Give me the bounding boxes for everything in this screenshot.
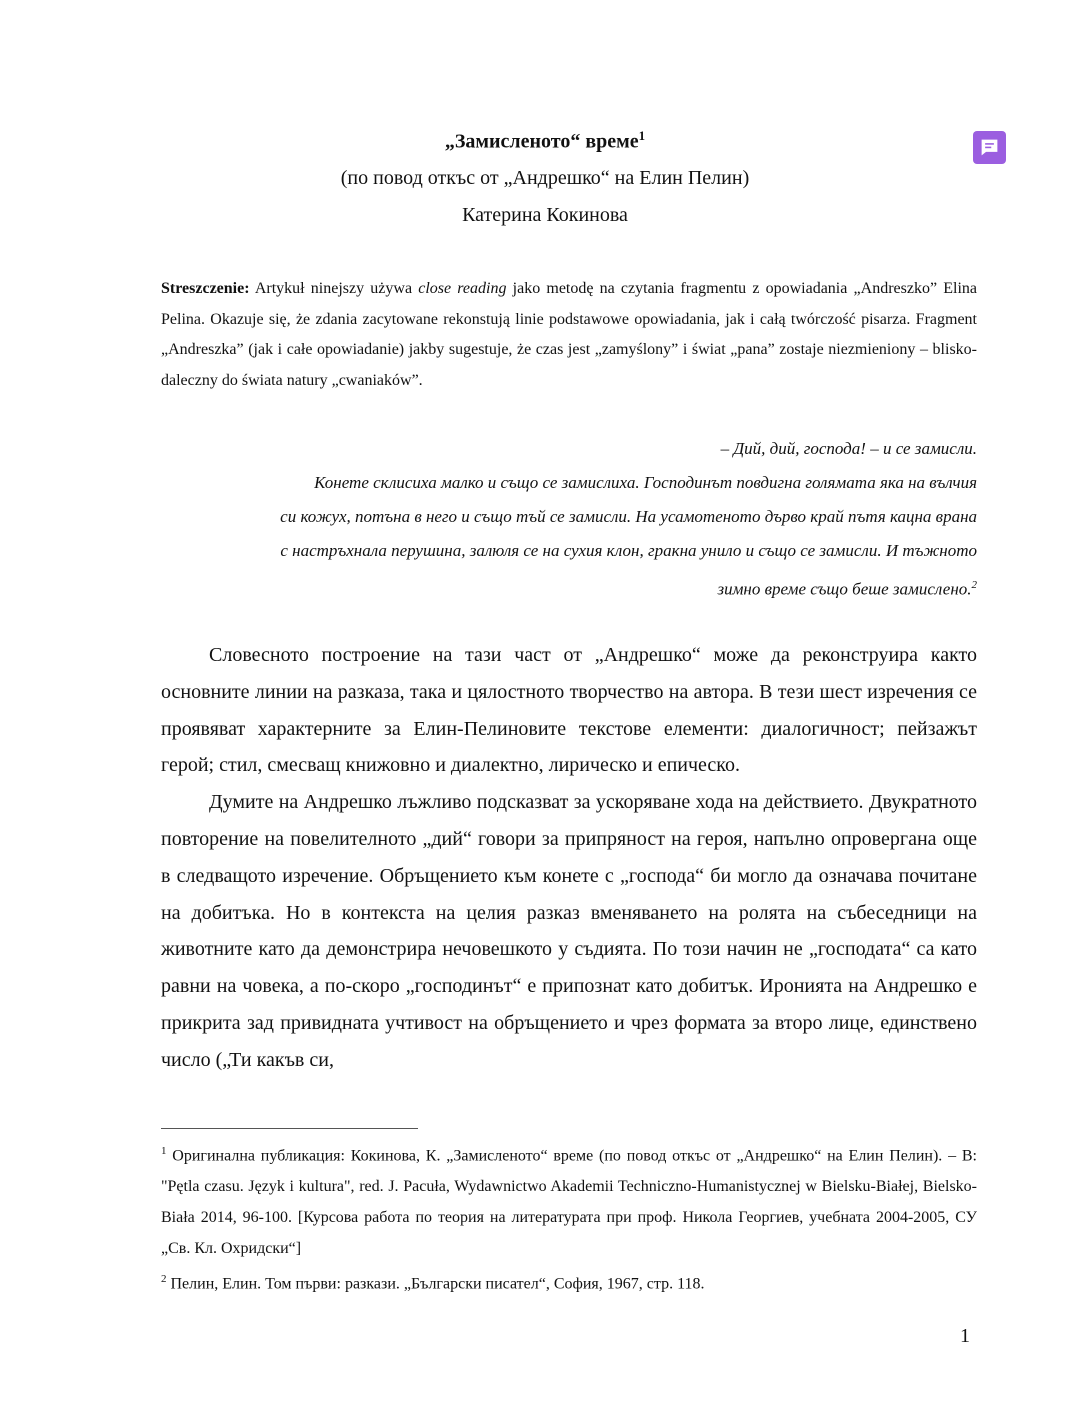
abstract-method: close reading — [418, 280, 507, 297]
quote-line-text: зимно време също беше замислено. — [717, 579, 972, 599]
abstract — [161, 274, 977, 396]
abstract-text-2: jako metodę na czytania fragmentu z opowiadania „Andreszko” Elina Pelina. Okazuje się, że zdania zacytowane rekonstują linie podstawowe opowiadania, jak i całą twórczość pisarza. Fragment „Andreszka” (jak i całe opowiadanie) jakby sugestuje, że czas jest „zamyślony” i świat „pana” zostaje niezmieniony – blisko-daleczny do świata natury „cwaniaków”. — [161, 280, 977, 389]
footnote-2 — [161, 1264, 977, 1299]
quote-line-last — [161, 568, 977, 607]
footnote-separator — [161, 1128, 418, 1129]
title-text: „Замисленото“ време — [444, 130, 639, 153]
footnote-number: 2 — [161, 1273, 167, 1286]
quote-line: Конете склисиха малко и също се замислиха. Господинът повдигна голямата яка на вълчия — [314, 473, 977, 492]
paragraph: Думите на Андрешко лъжливо подсказват за ускоряване хода на действието. Двукратното повторение на повелителното „дий“ говори за припряност на героя, напълно опровергана още в следващото изречение. Обръщението към конете с „господа“ би могло да означава почитане на добитъка. Но в контекста на целия разказ вменяването на ролята на събеседници на животните като да демонстрира нечовешкото у съдията. По този начин не „господата“ са като равни на човека, а по-скоро „господинът“ е припознат като добитък. Иронията на Андрешко е прикрита зад привидната учтивост на обръщението и чрез формата за второ лице, единствено число („Ти какъв си, — [161, 791, 977, 1071]
abstract-label: Streszczenie: — [161, 280, 250, 297]
epigraph-quote — [161, 432, 977, 607]
footnote-1 — [161, 1136, 977, 1264]
quote-line: с настръхнала перушина, залюля се на сухия клон, гракна унило и също се замисли. И тъжното — [280, 541, 977, 560]
abstract-text-1: Artykuł ninejszy używa — [249, 280, 419, 297]
page-title — [0, 128, 1090, 154]
footnotes — [161, 1136, 977, 1300]
footnote-text: Пелин, Елин. Том първи: разкази. „Български писател“, София, 1967, стр. 118. — [166, 1275, 705, 1293]
quote-line: – Дий, дий, господа! – и се замисли. — [720, 439, 977, 458]
page-number: 1 — [960, 1325, 970, 1347]
body-text — [161, 637, 977, 1079]
footnote-text: Оригинална публикация: Кокинова, К. „Замисленото“ време (по повод откъс от „Андрешко“ на Елин Пелин). – В: "Pętla czasu. Język i kultura", red. J. Pacuła, Wydawnictwo Akademii Techniczno-Humanistycznej w Bielsku-Białej, Bielsko-Biała 2014, 96-100. [Курсова работа по теория на литературата при проф. Никола Георгиев, учебната 2004-2005, СУ „Св. Кл. Охридски“] — [161, 1147, 977, 1258]
page-subtitle: (по повод откъс от „Андрешко“ на Елин Пелин) — [340, 167, 750, 189]
title-footnote-ref[interactable]: 1 — [638, 128, 646, 143]
paragraph: Словесното построение на тази част от „Андрешко“ може да реконструира както основните линии на разказа, така и цялостното творчество на автора. В тези шест изречения се проявяват характерните за Елин-Пелиновите текстове елементи: диалогичност; пейзажът герой; стил, смесващ книжовно и диалектно, лирическо и епическо. — [161, 644, 977, 777]
author-name: Катерина Кокинова — [462, 204, 628, 226]
footnote-number: 1 — [161, 1145, 167, 1157]
quote-line: си кожух, потъна в него и също тъй се замисли. На усамотеното дърво край пътя кацна врана — [280, 507, 977, 526]
quote-footnote-ref[interactable]: 2 — [971, 579, 977, 591]
comment-button[interactable] — [973, 131, 1006, 164]
comment-icon — [979, 137, 1000, 158]
